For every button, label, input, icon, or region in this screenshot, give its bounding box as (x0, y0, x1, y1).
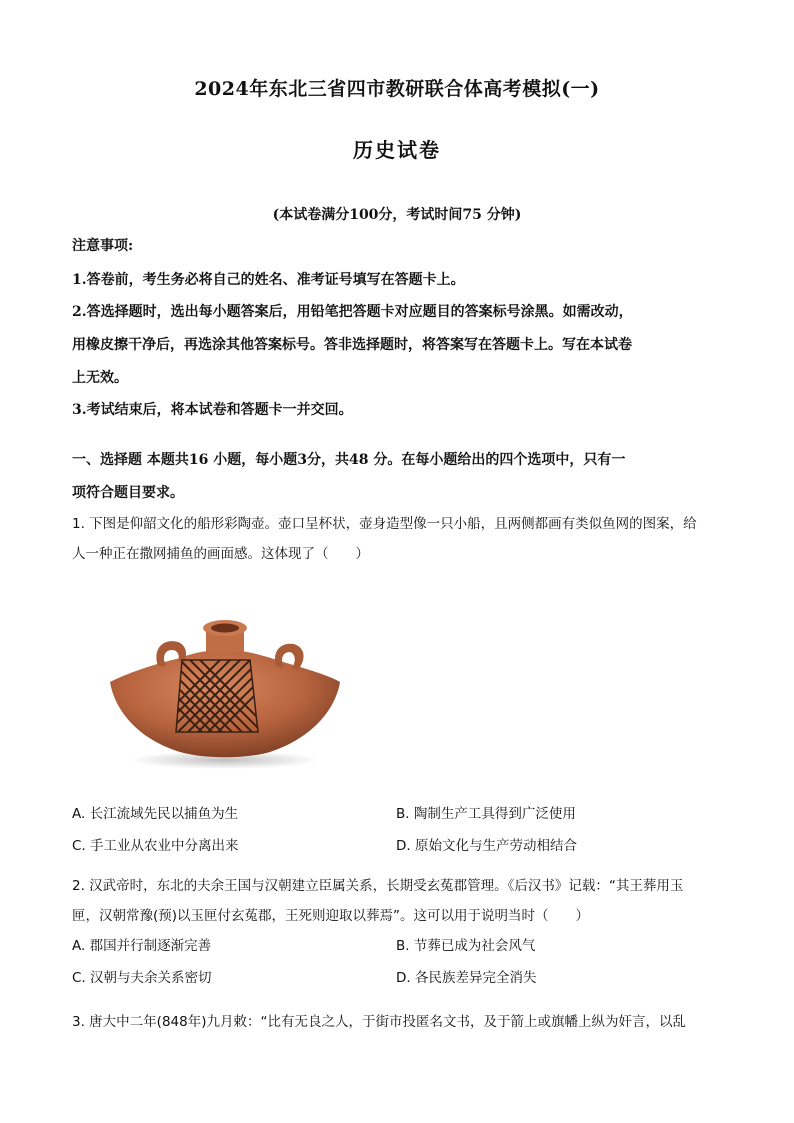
question-2-stem-line-2: 匣，汉朝常豫(预)以玉匣付玄菟郡，王死则迎取以葬焉”。这可以用于说明当时（ ） (72, 908, 590, 924)
question-2-stem-line-1: 2. 汉武帝时，东北的夫余王国与汉朝建立臣属关系，长期受玄菟郡管理。《后汉书》记载：“其王葬用玉 (72, 878, 684, 894)
question-3-stem-line-1: 3. 唐大中二年(848年)九月敕：“比有无良之人，于街市投匿名文书，及于箭上或旗幡上纵为奸言，以乱 (72, 1014, 686, 1030)
question-2-option-c: C. 汉朝与夫余关系密切 (72, 970, 212, 986)
question-2-option-d: D. 各民族差异完全消失 (396, 970, 537, 986)
notes-item-2-line-3: 上无效。 (72, 370, 128, 386)
notes-item-3: 3.考试结束后，将本试卷和答题卡一并交回。 (72, 402, 353, 418)
question-1-option-b: B. 陶制生产工具得到广泛使用 (396, 806, 576, 822)
exam-subject: 历史试卷 (353, 138, 441, 162)
question-1-option-a: A. 长江流域先民以捕鱼为生 (72, 806, 239, 822)
painted-pottery-boat-vessel-image (100, 612, 350, 772)
question-1-option-c: C. 手工业从农业中分离出来 (72, 838, 239, 854)
section-1-heading-line-1: 一、选择题 本题共16 小题，每小题3分，共48 分。在每小题给出的四个选项中，只有一 (72, 452, 626, 468)
question-2-option-b: B. 节葬已成为社会风气 (396, 938, 536, 954)
exam-title: 2024年东北三省四市教研联合体高考模拟(一) (194, 78, 600, 100)
notes-item-2-line-1: 2.答选择题时，选出每小题答案后，用铅笔把答题卡对应题目的答案标号涂黑。如需改动， (72, 304, 633, 320)
question-1-stem-line-2: 人一种正在撒网捕鱼的画面感。这体现了（ ） (72, 546, 369, 562)
question-2-option-a: A. 郡国并行制逐渐完善 (72, 938, 212, 954)
section-1-heading-line-2: 项符合题目要求。 (72, 485, 184, 501)
question-1-option-d: D. 原始文化与生产劳动相结合 (396, 838, 577, 854)
notes-item-2-line-2: 用橡皮擦干净后，再选涂其他答案标号。答非选择题时，将答案写在答题卡上。写在本试卷 (72, 337, 632, 353)
question-1-stem-line-1: 1. 下图是仰韶文化的船形彩陶壶。壶口呈杯状，壶身造型像一只小船，且两侧都画有类似鱼网的图案，给 (72, 516, 697, 532)
notes-heading: 注意事项: (72, 238, 134, 254)
exam-info: (本试卷满分100分，考试时间75 分钟) (272, 207, 522, 223)
notes-item-1: 1.答卷前，考生务必将自己的姓名、准考证号填写在答题卡上。 (72, 272, 465, 288)
